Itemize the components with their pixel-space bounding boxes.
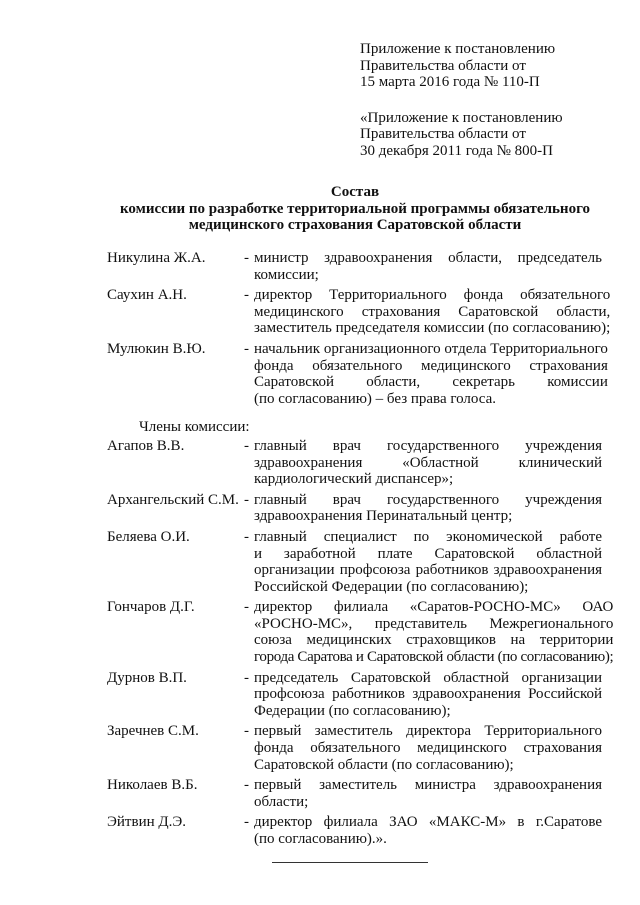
dash-separator: - bbox=[244, 287, 249, 304]
member-name: Мулюкин В.Ю. bbox=[107, 340, 206, 357]
description-line: директор филиала «Саратов-РОСНО-МС» ОАО bbox=[254, 599, 614, 616]
member-name: Эйтвин Д.Э. bbox=[107, 814, 187, 831]
description-line: и заработной плате Саратовской областной bbox=[254, 545, 602, 562]
member-name: Никулина Ж.А. bbox=[107, 250, 206, 266]
member-description bbox=[254, 529, 602, 595]
member-row bbox=[107, 723, 602, 773]
dash-separator: - bbox=[244, 777, 249, 794]
appendix-line: Приложение к постановлению bbox=[360, 41, 556, 57]
member-name: Архангельский С.М. bbox=[107, 491, 239, 508]
member-description bbox=[254, 250, 602, 283]
title-line: медицинского страхования Саратовской области bbox=[188, 217, 522, 234]
description-line: главный врач государственного учреждения bbox=[254, 437, 602, 454]
description-line: первый заместитель министра здравоохранения bbox=[254, 777, 602, 794]
description-line: комиссии; bbox=[254, 266, 319, 283]
description-line: союза медицинских страховщиков на территории bbox=[254, 632, 614, 649]
footer-divider bbox=[272, 862, 428, 863]
member-row bbox=[107, 777, 602, 810]
description-line: кардиологический диспансер»; bbox=[254, 471, 454, 488]
appendix-header bbox=[360, 41, 620, 160]
member-row bbox=[107, 438, 602, 488]
member-name: Агапов В.В. bbox=[107, 437, 185, 454]
members-list bbox=[107, 437, 614, 848]
members-heading: Члены комиссии: bbox=[139, 419, 250, 436]
member-description bbox=[254, 438, 602, 488]
description-line: (по согласованию).». bbox=[254, 831, 387, 847]
dash-separator: - bbox=[244, 669, 249, 686]
description-line: главный врач государственного учреждения bbox=[254, 491, 602, 508]
description-line: фонда обязательного медицинского страхования bbox=[254, 357, 608, 374]
member-description bbox=[254, 670, 602, 720]
member-row bbox=[107, 599, 614, 666]
description-line: медицинского страхования Саратовской области, bbox=[254, 303, 611, 320]
description-line: начальник организационного отдела Территориального bbox=[254, 340, 608, 357]
dash-separator: - bbox=[244, 491, 249, 508]
appendix-line: Правительства области от bbox=[360, 57, 526, 74]
description-line: здравоохранения «Областной клинический bbox=[254, 454, 602, 471]
description-line: профсоюза работников здравоохранения Российской bbox=[254, 686, 602, 703]
member-name: Николаев В.Б. bbox=[107, 777, 198, 794]
member-row bbox=[107, 814, 602, 847]
description-line: Саратовской области (по согласованию); bbox=[254, 756, 514, 773]
document-title bbox=[100, 184, 610, 234]
description-line: директор филиала ЗАО «МАКС-М» в г.Саратове bbox=[254, 814, 602, 831]
title-line: комиссии по разработке территориальной программы обязательного bbox=[119, 200, 591, 217]
member-row bbox=[107, 492, 602, 525]
member-name: Дурнов В.П. bbox=[107, 669, 187, 686]
description-line: города Саратова и Саратовской области (по согласованию); bbox=[254, 649, 614, 666]
member-description bbox=[254, 599, 613, 665]
description-line: директор Территориального фонда обязательного bbox=[254, 287, 611, 304]
member-description bbox=[254, 287, 610, 337]
description-line: «РОСНО-МС», представитель Межрегионального bbox=[254, 615, 614, 632]
description-line: главный специалист по экономической работе bbox=[254, 528, 602, 545]
appendix-line: Правительства области от bbox=[360, 126, 526, 143]
description-line: здравоохранения Перинатальный центр; bbox=[254, 508, 513, 525]
description-line: первый заместитель директора Территориального bbox=[254, 723, 602, 740]
description-line: фонда обязательного медицинского страхования bbox=[254, 740, 602, 757]
dash-separator: - bbox=[244, 814, 249, 831]
dash-separator: - bbox=[244, 340, 249, 357]
description-line: организации профсоюза работников здравоохранения bbox=[254, 562, 602, 579]
description-line: министр здравоохранения области, председатель bbox=[254, 250, 602, 266]
member-row bbox=[107, 529, 602, 595]
member-row bbox=[107, 670, 602, 720]
title-line: Состав bbox=[330, 184, 380, 200]
appendix-line: 15 марта 2016 года № 110-П bbox=[360, 74, 540, 91]
dash-separator: - bbox=[244, 528, 249, 545]
member-name: Саухин А.Н. bbox=[107, 287, 187, 304]
description-line: председатель Саратовской областной организации bbox=[254, 669, 602, 686]
description-line: Федерации (по согласованию); bbox=[254, 702, 451, 719]
member-name: Заречнев С.М. bbox=[107, 723, 199, 740]
commission-list bbox=[107, 250, 614, 852]
member-description bbox=[254, 814, 602, 847]
member-description bbox=[254, 492, 602, 525]
description-line: заместитель председателя комиссии (по согласованию); bbox=[254, 320, 611, 337]
member-description bbox=[254, 777, 602, 810]
member-description bbox=[254, 341, 608, 407]
member-name: Гончаров Д.Г. bbox=[107, 599, 195, 616]
appendix-line: 30 декабря 2011 года № 800-П bbox=[360, 142, 554, 159]
leaders-list bbox=[107, 250, 611, 407]
member-row bbox=[107, 250, 602, 283]
dash-separator: - bbox=[244, 599, 249, 616]
description-line: (по согласованию) – без права голоса. bbox=[254, 390, 497, 407]
appendix-line: «Приложение к постановлению bbox=[360, 109, 563, 126]
dash-separator: - bbox=[244, 723, 249, 740]
dash-separator: - bbox=[244, 437, 249, 454]
description-line: области; bbox=[254, 793, 309, 810]
member-row bbox=[107, 287, 611, 337]
member-name: Беляева О.И. bbox=[107, 528, 190, 545]
description-line: Российской Федерации (по согласованию); bbox=[254, 578, 529, 595]
description-line: Саратовской области, секретарь комиссии bbox=[254, 374, 608, 391]
dash-separator: - bbox=[244, 250, 249, 266]
member-description bbox=[254, 723, 602, 773]
member-row bbox=[107, 340, 608, 407]
